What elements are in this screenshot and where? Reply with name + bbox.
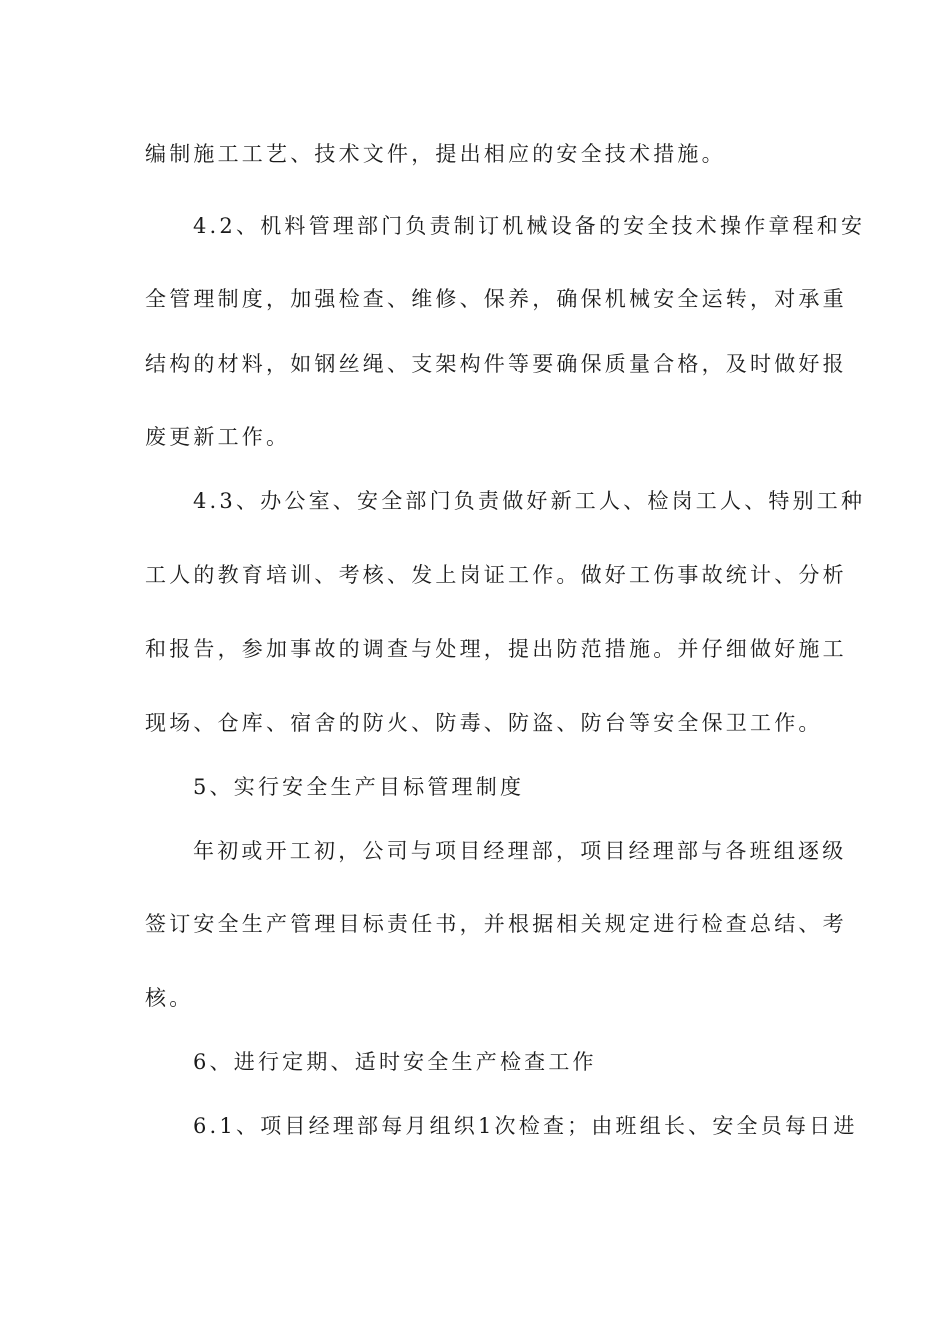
text-line: 全管理制度，加强检查、维修、保养，确保机械安全运转，对承重 [145,287,847,311]
text-line: 核。 [145,986,194,1010]
text-line: 工人的教育培训、考核、发上岗证工作。做好工伤事故统计、分析 [145,563,847,587]
text-line: 编制施工工艺、技术文件，提出相应的安全技术措施。 [145,142,726,166]
text-line: 4.3、办公室、安全部门负责做好新工人、检岗工人、特别工种 [193,489,866,513]
section-heading: 5、实行安全生产目标管理制度 [193,775,525,799]
text-line: 6.1、项目经理部每月组织1次检查；由班组长、安全员每日进 [193,1114,858,1138]
text-line: 年初或开工初，公司与项目经理部，项目经理部与各班组逐级 [193,839,847,863]
text-line: 废更新工作。 [145,425,291,449]
text-line: 4.2、机料管理部门负责制订机械设备的安全技术操作章程和安 [193,214,866,238]
text-line: 现场、仓库、宿舍的防火、防毒、防盗、防台等安全保卫工作。 [145,711,823,735]
section-heading: 6、进行定期、适时安全生产检查工作 [193,1050,597,1074]
text-line: 签订安全生产管理目标责任书，并根据相关规定进行检查总结、考 [145,912,847,936]
text-line: 结构的材料，如钢丝绳、支架构件等要确保质量合格，及时做好报 [145,352,847,376]
text-line: 和报告，参加事故的调查与处理，提出防范措施。并仔细做好施工 [145,637,847,661]
